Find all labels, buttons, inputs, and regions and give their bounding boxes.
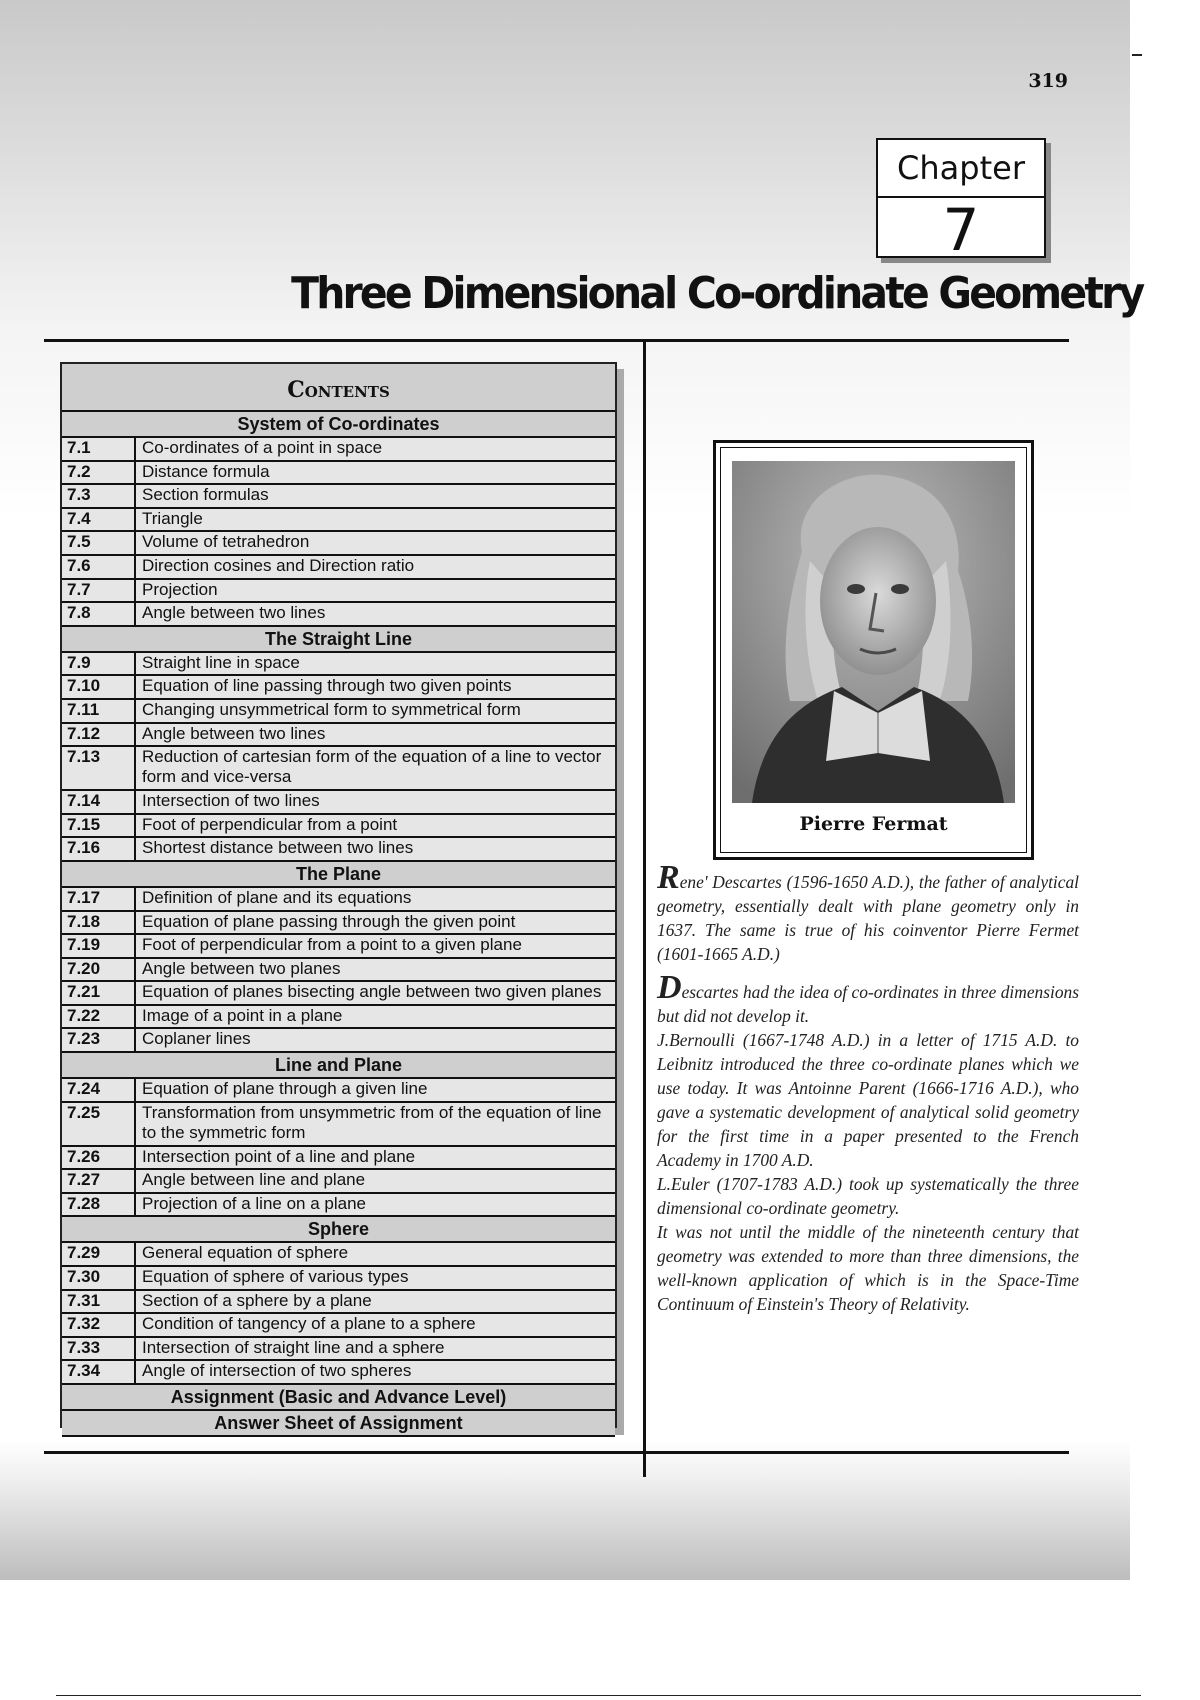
bio-paragraph-4: L.Euler (1707-1783 A.D.) took up systematically the three dimensional co-ordinate geometry. [657,1174,1079,1218]
contents-entry-title: General equation of sphere [142,1243,349,1263]
contents-entry-title: Equation of sphere of various types [142,1267,409,1287]
pierre-fermat-portrait [732,461,1015,803]
contents-entry [62,532,615,556]
dropcap-r: R [657,859,680,896]
contents-entry-title: Angle of intersection of two spheres [142,1361,412,1381]
contents-entry-title: Angle between two planes [142,958,341,978]
contents-entry-number: 7.11 [62,700,136,722]
contents-entry-number: 7.24 [62,1079,136,1101]
contents-title: Contents [62,364,615,412]
contents-entry-title: Coplaner lines [142,1029,251,1049]
contents-entry-number: 7.7 [62,580,136,602]
contents-entry-number: 7.33 [62,1338,136,1360]
contents-entry-title: Projection [142,579,218,599]
contents-entry [62,700,615,724]
portrait-frame [713,440,1034,860]
contents-entry [62,462,615,486]
contents-entry-title: Projection of a line on a plane [142,1193,366,1213]
contents-footer-row: Assignment (Basic and Advance Level) [62,1385,615,1411]
contents-entry-number: 7.17 [62,888,136,910]
column-divider [643,339,646,1477]
page-number: 319 [1028,70,1068,92]
contents-entry-title: Intersection of two lines [142,791,320,811]
contents-entry [62,838,615,862]
contents-entry [62,1103,615,1147]
contents-entry [62,935,615,959]
contents-entry-title: Angle between two lines [142,603,326,623]
contents-entry [62,1170,615,1194]
contents-entry-number: 7.14 [62,791,136,813]
contents-entry [62,653,615,677]
contents-entry [62,1361,615,1385]
contents-entry-title: Definition of plane and its equations [142,887,412,907]
contents-entry-number: 7.22 [62,1006,136,1028]
contents-entry-title: Intersection of straight line and a sphere [142,1337,445,1357]
contents-entry [62,1291,615,1315]
contents-entry-number: 7.6 [62,556,136,578]
contents-entry-number: 7.30 [62,1267,136,1289]
chapter-box [876,138,1046,264]
contents-entry-number: 7.9 [62,653,136,675]
contents-section-heading: The Straight Line [62,627,615,653]
contents-entry-title: Reduction of cartesian form of the equation of a line to vector form and vice-versa [142,747,602,787]
contents-entry [62,912,615,936]
contents-entry-number: 7.34 [62,1361,136,1383]
contents-entry-title: Image of a point in a plane [142,1005,343,1025]
contents-entry-title: Intersection point of a line and plane [142,1146,416,1166]
contents-entry [62,1338,615,1362]
contents-entry-title: Equation of planes bisecting angle between two given planes [142,982,602,1002]
contents-entry [62,959,615,983]
bio-paragraph-5: It was not until the middle of the nineteenth century that geometry was extended to more than three dimensions, the well-known application of which is in the Space-Time Continuum of Einstein's Theory of Relativity. [657,1222,1079,1314]
contents-entry [62,1267,615,1291]
contents-section-heading: System of Co-ordinates [62,412,615,438]
top-rule [44,339,1069,342]
contents-table [60,362,617,1433]
contents-entry-number: 7.29 [62,1243,136,1265]
contents-section-heading: The Plane [62,862,615,888]
contents-section-heading: Sphere [62,1217,615,1243]
contents-entry-number: 7.2 [62,462,136,484]
contents-entry-number: 7.18 [62,912,136,934]
contents-entry-number: 7.4 [62,509,136,531]
contents-entry-number: 7.1 [62,438,136,460]
bio-paragraph-2 [657,969,1079,1028]
contents-entry [62,1029,615,1053]
contents-entry [62,888,615,912]
contents-entry-title: Triangle [142,508,203,528]
contents-entry-number: 7.15 [62,815,136,837]
chapter-number: 7 [942,196,980,264]
contents-entry-title: Condition of tangency of a plane to a sphere [142,1314,476,1334]
contents-entry [62,815,615,839]
contents-entry-number: 7.23 [62,1029,136,1051]
contents-entry [62,982,615,1006]
contents-entry-title: Equation of line passing through two given points [142,676,512,696]
contents-entry-title: Section formulas [142,485,269,505]
contents-entry [62,1006,615,1030]
biography-text [657,859,1079,1316]
contents-entry-number: 7.20 [62,959,136,981]
contents-entry [62,1194,615,1218]
contents-entry [62,1243,615,1267]
bio-paragraph-1 [657,859,1079,966]
footer-line [56,1695,1141,1696]
contents-entry-title: Foot of perpendicular from a point to a given plane [142,935,522,955]
bio-paragraph-2-text: escartes had the idea of co-ordinates in three dimensions but did not develop it. [657,982,1079,1026]
contents-entry-number: 7.31 [62,1291,136,1313]
contents-entry [62,676,615,700]
contents-entry-number: 7.12 [62,724,136,746]
contents-entry [62,438,615,462]
contents-entry-title: Direction cosines and Direction ratio [142,555,415,575]
bio-paragraph-1-text: ene' Descartes (1596-1650 A.D.), the father of analytical geometry, essentially dealt with plane geometry only in 1637. The same is true of his coinventor Pierre Fermet (1601-1665 A.D.) [657,872,1079,964]
contents-entry-number: 7.27 [62,1170,136,1192]
contents-entry-number: 7.10 [62,676,136,698]
contents-entry-number: 7.19 [62,935,136,957]
chapter-title: Three Dimensional Co-ordinate Geometry [290,268,1142,319]
contents-entry-title: Angle between two lines [142,723,326,743]
corner-mark [1132,54,1142,56]
contents-entry-number: 7.21 [62,982,136,1004]
contents-entry-title: Angle between line and plane [142,1170,366,1190]
contents-entry-title: Foot of perpendicular from a point [142,814,398,834]
contents-entry-number: 7.16 [62,838,136,860]
contents-entry-title: Distance formula [142,461,270,481]
dropcap-d: D [657,969,682,1006]
contents-entry-title: Shortest distance between two lines [142,838,414,858]
contents-entry [62,603,615,627]
contents-entry-number: 7.5 [62,532,136,554]
contents-section-heading: Line and Plane [62,1053,615,1079]
contents-entry-number: 7.8 [62,603,136,625]
contents-entry [62,1314,615,1338]
portrait-caption: Pierre Fermat [799,813,948,835]
contents-entry-title: Volume of tetrahedron [142,532,310,552]
contents-entry [62,724,615,748]
contents-entry-title: Transformation from unsymmetric from of the equation of line to the symmetric form [142,1102,602,1142]
contents-entry-number: 7.28 [62,1194,136,1216]
contents-footer-row: Answer Sheet of Assignment [62,1411,615,1437]
contents-entry-title: Changing unsymmetrical form to symmetrical form [142,699,521,719]
contents-entry-number: 7.26 [62,1147,136,1169]
contents-entry-number: 7.3 [62,485,136,507]
chapter-label: Chapter [878,140,1044,198]
contents-entry-number: 7.13 [62,747,136,789]
contents-entry-title: Equation of plane through a given line [142,1079,428,1099]
contents-entry-title: Equation of plane passing through the given point [142,911,516,931]
contents-entry-title: Co-ordinates of a point in space [142,438,383,457]
contents-entry-number: 7.32 [62,1314,136,1336]
contents-entry [62,580,615,604]
contents-entry [62,791,615,815]
contents-entry [62,485,615,509]
contents-entry [62,556,615,580]
contents-entry [62,1079,615,1103]
contents-entry-title: Straight line in space [142,652,300,672]
contents-entry-title: Section of a sphere by a plane [142,1290,372,1310]
contents-entry [62,1147,615,1171]
contents-entry-number: 7.25 [62,1103,136,1145]
bottom-rule [44,1451,1069,1454]
contents-entry [62,509,615,533]
contents-entry [62,747,615,791]
bio-paragraph-3: J.Bernoulli (1667-1748 A.D.) in a letter of 1715 A.D. to Leibnitz introduced the three co-ordinate planes which we use today. It was Antoinne Parent (1666-1716 A.D.), who gave a systematic development of analytical solid geometry for the first time in a paper presented to the French Academy in 1700 A.D. [657,1030,1079,1170]
